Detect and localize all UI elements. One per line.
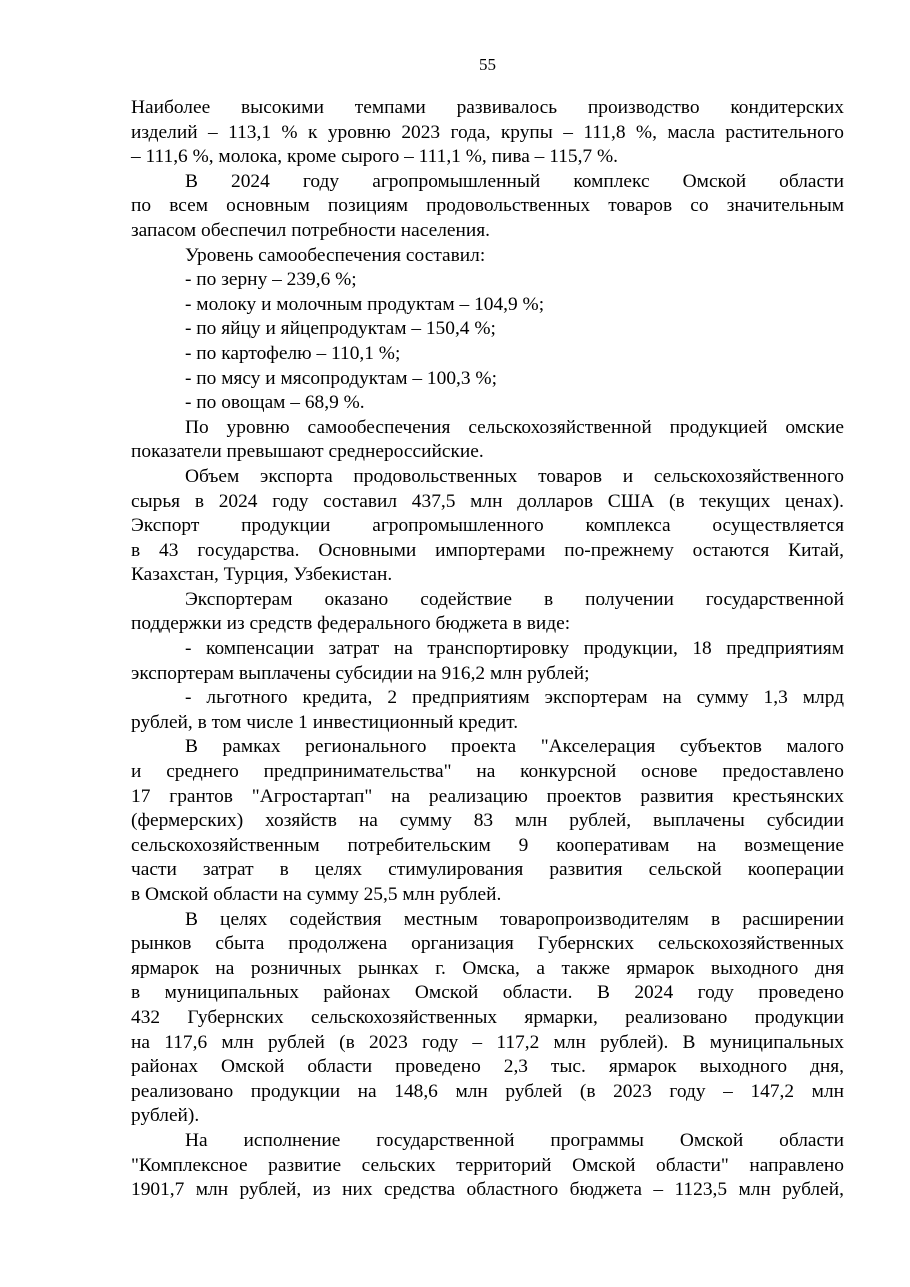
text-line: - по мясу и мясопродуктам – 100,3 %; bbox=[185, 367, 497, 389]
text-line: показатели превышают среднероссийские. bbox=[131, 441, 484, 463]
text-line: в муниципальных районах Омской области. В 2024 году проведено bbox=[131, 982, 844, 1004]
text-line: рублей, в том числе 1 инвестиционный кредит. bbox=[131, 711, 519, 733]
text-line: - по зерну – 239,6 %; bbox=[185, 269, 357, 291]
text-line: - льготного кредита, 2 предприятиям экспортерам на сумму 1,3 млрд bbox=[185, 687, 844, 709]
text-line: районах Омской области проведено 2,3 тыс. ярмарок выходного дня, bbox=[131, 1056, 844, 1078]
text-line: - по овощам – 68,9 %. bbox=[185, 392, 365, 414]
text-line: сельскохозяйственным потребительским 9 кооперативам на возмещение bbox=[131, 834, 844, 856]
text-line: - по картофелю – 110,1 %; bbox=[185, 342, 401, 364]
text-line: рынков сбыта продолжена организация Губернских сельскохозяйственных bbox=[131, 933, 844, 955]
text-line: экспортерам выплачены субсидии на 916,2 млн рублей; bbox=[131, 662, 590, 684]
text-line: в 43 государства. Основными импортерами по-прежнему остаются Китай, bbox=[131, 539, 844, 561]
text-line: запасом обеспечил потребности населения. bbox=[131, 219, 490, 241]
text-line: - по яйцу и яйцепродуктам – 150,4 %; bbox=[185, 318, 496, 340]
text-line: изделий – 113,1 % к уровню 2023 года, крупы – 111,8 %, масла растительного bbox=[131, 121, 844, 143]
text-line: В 2024 году агропромышленный комплекс Омской области bbox=[185, 170, 844, 192]
text-line: рублей). bbox=[131, 1105, 200, 1127]
text-line: - компенсации затрат на транспортировку продукции, 18 предприятиям bbox=[185, 638, 844, 660]
text-line: "Комплексное развитие сельских территорий Омской области" направлено bbox=[131, 1154, 844, 1176]
text-line: ярмарок на розничных рынках г. Омска, а также ярмарок выходного дня bbox=[131, 957, 844, 979]
text-line: Уровень самообеспечения составил: bbox=[185, 244, 486, 266]
text-line: На исполнение государственной программы Омской области bbox=[185, 1129, 844, 1151]
text-line: - молоку и молочным продуктам – 104,9 %; bbox=[185, 293, 545, 315]
page-number: 55 bbox=[479, 55, 496, 74]
text-line: 17 грантов "Агростартап" на реализацию проектов развития крестьянских bbox=[131, 785, 844, 807]
text-line: (фермерских) хозяйств на сумму 83 млн рублей, выплачены субсидии bbox=[131, 810, 844, 832]
text-line: Экспортерам оказано содействие в получении государственной bbox=[185, 588, 844, 610]
text-line: Казахстан, Турция, Узбекистан. bbox=[131, 564, 393, 586]
text-line: 1901,7 млн рублей, из них средства областного бюджета – 1123,5 млн рублей, bbox=[131, 1179, 844, 1201]
text-line: В целях содействия местным товаропроизводителям в расширении bbox=[185, 908, 844, 930]
text-line: на 117,6 млн рублей (в 2023 году – 117,2 млн рублей). В муниципальных bbox=[131, 1031, 844, 1053]
text-line: В рамках регионального проекта "Акселерация субъектов малого bbox=[185, 736, 844, 758]
text-line: Экспорт продукции агропромышленного комплекса осуществляется bbox=[131, 515, 844, 537]
text-line: по всем основным позициям продовольственных товаров со значительным bbox=[131, 195, 844, 217]
text-line: Объем экспорта продовольственных товаров и сельскохозяйственного bbox=[185, 465, 844, 487]
text-line: и среднего предпринимательства" на конкурсной основе предоставлено bbox=[131, 761, 844, 783]
text-line: части затрат в целях стимулирования развития сельской кооперации bbox=[131, 859, 844, 881]
text-line: в Омской области на сумму 25,5 млн рублей. bbox=[131, 884, 502, 905]
text-line: – 111,6 %, молока, кроме сырого – 111,1 %, пива – 115,7 %. bbox=[131, 146, 618, 168]
document-body bbox=[131, 96, 844, 1203]
text-line: сырья в 2024 году составил 437,5 млн долларов США (в текущих ценах). bbox=[131, 490, 844, 512]
text-line: поддержки из средств федерального бюджета в виде: bbox=[131, 613, 571, 635]
text-line: По уровню самообеспечения сельскохозяйственной продукцией омские bbox=[185, 416, 844, 438]
text-line: 432 Губернских сельскохозяйственных ярмарки, реализовано продукции bbox=[131, 1006, 844, 1028]
text-line: реализовано продукции на 148,6 млн рублей (в 2023 году – 147,2 млн bbox=[131, 1080, 844, 1102]
text-line: Наиболее высокими темпами развивалось производство кондитерских bbox=[131, 97, 844, 118]
